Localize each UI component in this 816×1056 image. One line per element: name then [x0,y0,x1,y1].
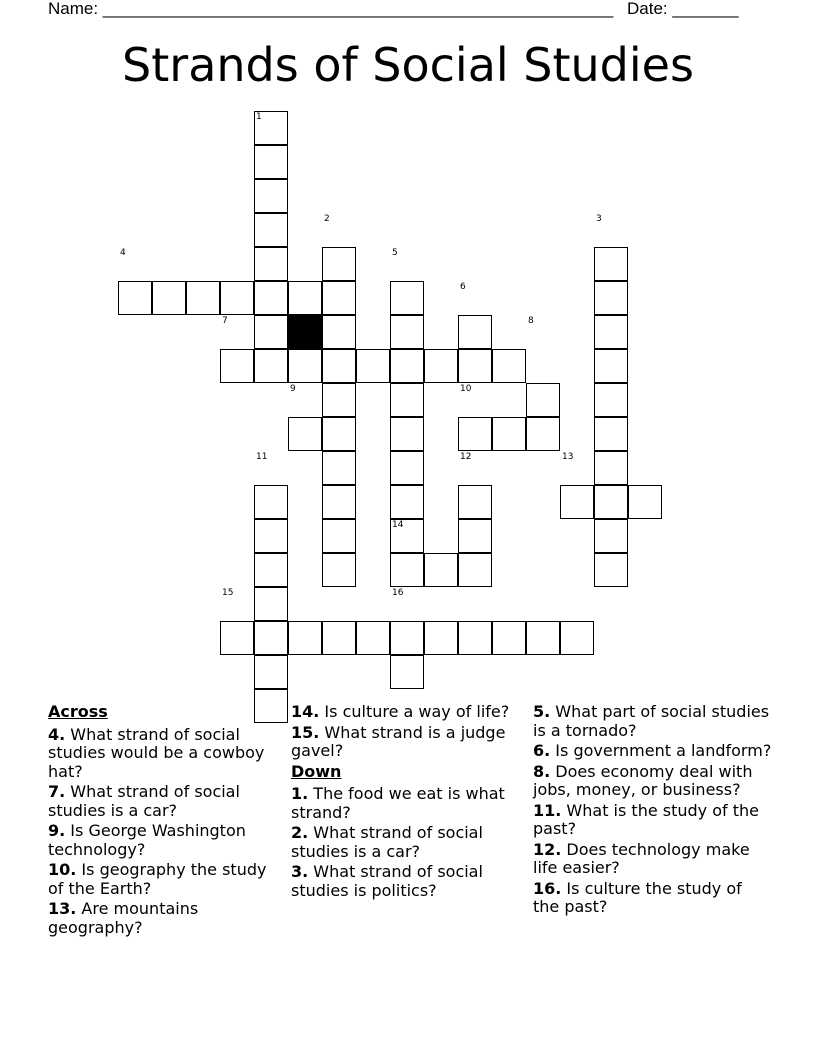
grid-cell[interactable] [322,485,356,519]
grid-cell[interactable] [458,485,492,519]
clue-number-2: 2 [324,214,330,224]
down-clue-8: 8. Does economy deal with jobs, money, or business? [533,761,753,799]
page-title: Strands of Social Studies [122,38,694,92]
grid-cell[interactable] [356,621,390,655]
grid-cell[interactable] [594,281,628,315]
grid-cell[interactable] [288,417,322,451]
grid-cell[interactable] [424,349,458,383]
clue-number-3: 3 [596,214,602,224]
grid-cell[interactable] [254,621,288,655]
grid-cell[interactable] [458,417,492,451]
grid-cell[interactable] [424,621,458,655]
grid-cell[interactable] [322,281,356,315]
grid-cell[interactable] [526,621,560,655]
grid-cell[interactable] [254,281,288,315]
grid-block-cell [288,315,322,349]
grid-cell[interactable] [628,485,662,519]
grid-cell[interactable] [492,621,526,655]
grid-cell[interactable] [254,587,288,621]
grid-cell[interactable] [390,383,424,417]
grid-cell[interactable] [288,621,322,655]
clue-number-9: 9 [290,384,296,394]
across-clue-14: 14. Is culture a way of life? [291,702,510,721]
clue-number-7: 7 [222,316,228,326]
clue-number-10: 10 [460,384,472,394]
grid-cell[interactable] [322,349,356,383]
grid-cell[interactable] [254,553,288,587]
down-clue-1: 1. The food we eat is what strand? [291,784,505,822]
grid-cell[interactable] [322,519,356,553]
name-blank[interactable]: ______________________________________________________ [102,0,614,18]
across-clue-9: 9. Is George Washington technology? [48,821,246,859]
clue-number-14: 14 [392,520,404,530]
grid-cell[interactable] [458,553,492,587]
grid-cell[interactable] [390,655,424,689]
grid-cell[interactable] [254,315,288,349]
grid-cell[interactable] [390,315,424,349]
grid-cell[interactable] [560,485,594,519]
clue-column-2 [291,703,521,902]
grid-cell[interactable] [458,621,492,655]
clue-number-13: 13 [562,452,574,462]
grid-cell[interactable] [220,281,254,315]
grid-cell[interactable] [322,417,356,451]
grid-cell[interactable] [152,281,186,315]
grid-cell[interactable] [288,281,322,315]
clue-number-16: 16 [392,588,404,598]
grid-cell[interactable] [594,315,628,349]
across-clue-15: 15. What strand is a judge gavel? [291,722,506,760]
grid-cell[interactable] [458,315,492,349]
grid-cell[interactable] [118,281,152,315]
grid-cell[interactable] [254,213,288,247]
grid-cell[interactable] [322,451,356,485]
down-clue-12: 12. Does technology make life easier? [533,839,750,877]
grid-cell[interactable] [594,451,628,485]
grid-cell[interactable] [322,383,356,417]
grid-cell[interactable] [322,315,356,349]
grid-cell[interactable] [458,519,492,553]
down-clue-3: 3. What strand of social studies is politics? [291,862,483,900]
name-label: Name: [48,0,103,18]
across-clue-13: 13. Are mountains geography? [48,899,199,937]
clue-number-5: 5 [392,248,398,258]
grid-cell[interactable] [220,621,254,655]
grid-cell[interactable] [254,179,288,213]
grid-cell[interactable] [356,349,390,383]
clue-number-6: 6 [460,282,466,292]
grid-cell[interactable] [594,553,628,587]
grid-cell[interactable] [594,349,628,383]
clue-number-11: 11 [256,452,268,462]
down-clue-6: 6. Is government a landform? [533,741,772,760]
grid-cell[interactable] [322,247,356,281]
grid-cell[interactable] [492,417,526,451]
clue-number-4: 4 [120,248,126,258]
grid-cell[interactable] [390,621,424,655]
grid-cell[interactable] [288,349,322,383]
grid-cell[interactable] [594,417,628,451]
grid-cell[interactable] [390,553,424,587]
clue-number-12: 12 [460,452,472,462]
grid-cell[interactable] [458,349,492,383]
down-clue-16: 16. Is culture the study of the past? [533,878,742,916]
clue-column-1 [48,703,280,939]
grid-cell[interactable] [594,485,628,519]
across-clue-10: 10. Is geography the study of the Earth? [48,860,267,898]
grid-cell[interactable] [390,417,424,451]
date-blank[interactable]: _______ [672,0,739,18]
grid-cell[interactable] [254,655,288,689]
down-heading: Down [291,761,342,781]
grid-cell[interactable] [322,553,356,587]
clue-number-8: 8 [528,316,534,326]
grid-cell[interactable] [526,417,560,451]
clue-number-15: 15 [222,588,234,598]
grid-cell[interactable] [254,247,288,281]
grid-cell[interactable] [390,281,424,315]
grid-cell[interactable] [390,349,424,383]
across-clue-7: 7. What strand of social studies is a car? [48,782,240,820]
grid-cell[interactable] [254,519,288,553]
grid-cell[interactable] [594,383,628,417]
grid-cell[interactable] [254,349,288,383]
grid-cell[interactable] [594,247,628,281]
grid-cell[interactable] [424,553,458,587]
grid-cell[interactable] [186,281,220,315]
down-clue-11: 11. What is the study of the past? [533,800,759,838]
grid-cell[interactable] [322,621,356,655]
grid-cell[interactable] [220,349,254,383]
grid-cell[interactable] [254,145,288,179]
grid-cell[interactable] [594,519,628,553]
grid-cell[interactable] [492,349,526,383]
across-heading: Across [48,702,108,721]
down-clue-2: 2. What strand of social studies is a car? [291,823,483,861]
down-clue-5: 5. What part of social studies is a tornado? [533,702,770,740]
grid-cell[interactable] [254,485,288,519]
grid-cell[interactable] [390,485,424,519]
clue-number-1: 1 [256,112,262,122]
grid-cell[interactable] [390,451,424,485]
across-clue-4: 4. What strand of social studies would be a cowboy hat? [48,724,265,781]
grid-cell[interactable] [560,621,594,655]
date-label: Date: [627,0,673,18]
clue-column-3 [533,703,773,919]
grid-cell[interactable] [526,383,560,417]
